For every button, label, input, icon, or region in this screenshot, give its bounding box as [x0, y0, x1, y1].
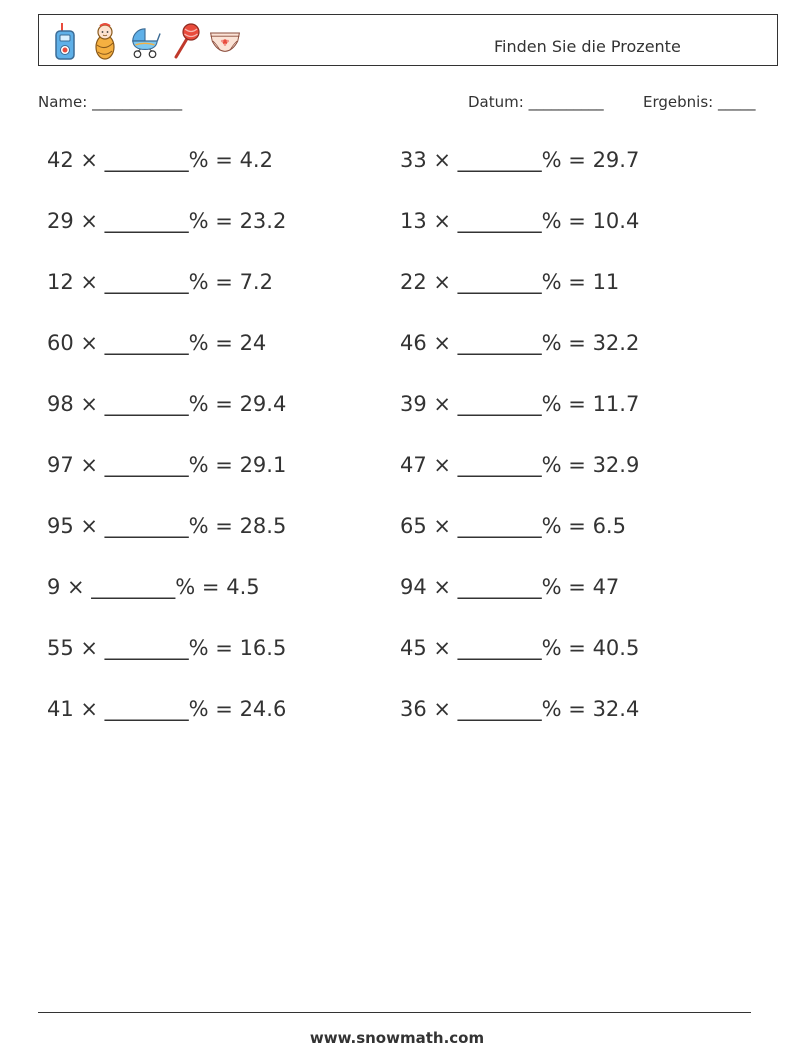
footer-url: www.snowmath.com [309, 1029, 485, 1047]
score-field: Ergebnis: _____ [643, 93, 756, 111]
problem-left-9: 55 × ________% = 16.5 [47, 636, 287, 660]
problem-left-10: 41 × ________% = 24.6 [47, 697, 287, 721]
problem-left-2: 29 × ________% = 23.2 [47, 209, 287, 233]
name-field: Name: ____________ [38, 93, 183, 111]
problem-right-3: 22 × ________% = 11 [400, 270, 620, 294]
problem-right-9: 45 × ________% = 40.5 [400, 636, 640, 660]
swaddled-baby-icon [89, 21, 121, 61]
header-icons [49, 20, 241, 62]
baby-stroller-icon [129, 21, 161, 61]
problem-right-7: 65 × ________% = 6.5 [400, 514, 626, 538]
problem-left-5: 98 × ________% = 29.4 [47, 392, 287, 416]
problem-right-1: 33 × ________% = 29.7 [400, 148, 640, 172]
problem-left-7: 95 × ________% = 28.5 [47, 514, 287, 538]
diaper-icon [209, 21, 241, 61]
problem-left-1: 42 × ________% = 4.2 [47, 148, 273, 172]
problem-left-8: 9 × ________% = 4.5 [47, 575, 260, 599]
problem-right-5: 39 × ________% = 11.7 [400, 392, 640, 416]
worksheet-header [38, 14, 778, 66]
problem-right-10: 36 × ________% = 32.4 [400, 697, 640, 721]
date-field: Datum: __________ [468, 93, 604, 111]
baby-monitor-icon [49, 21, 81, 61]
problem-right-8: 94 × ________% = 47 [400, 575, 620, 599]
footer-divider [38, 1012, 751, 1013]
problem-left-3: 12 × ________% = 7.2 [47, 270, 273, 294]
problem-right-6: 47 × ________% = 32.9 [400, 453, 640, 477]
problem-left-6: 97 × ________% = 29.1 [47, 453, 287, 477]
problem-right-4: 46 × ________% = 32.2 [400, 331, 640, 355]
worksheet-title: Finden Sie die Prozente [494, 37, 681, 56]
problem-right-2: 13 × ________% = 10.4 [400, 209, 640, 233]
problem-left-4: 60 × ________% = 24 [47, 331, 267, 355]
rattle-icon [169, 21, 201, 61]
